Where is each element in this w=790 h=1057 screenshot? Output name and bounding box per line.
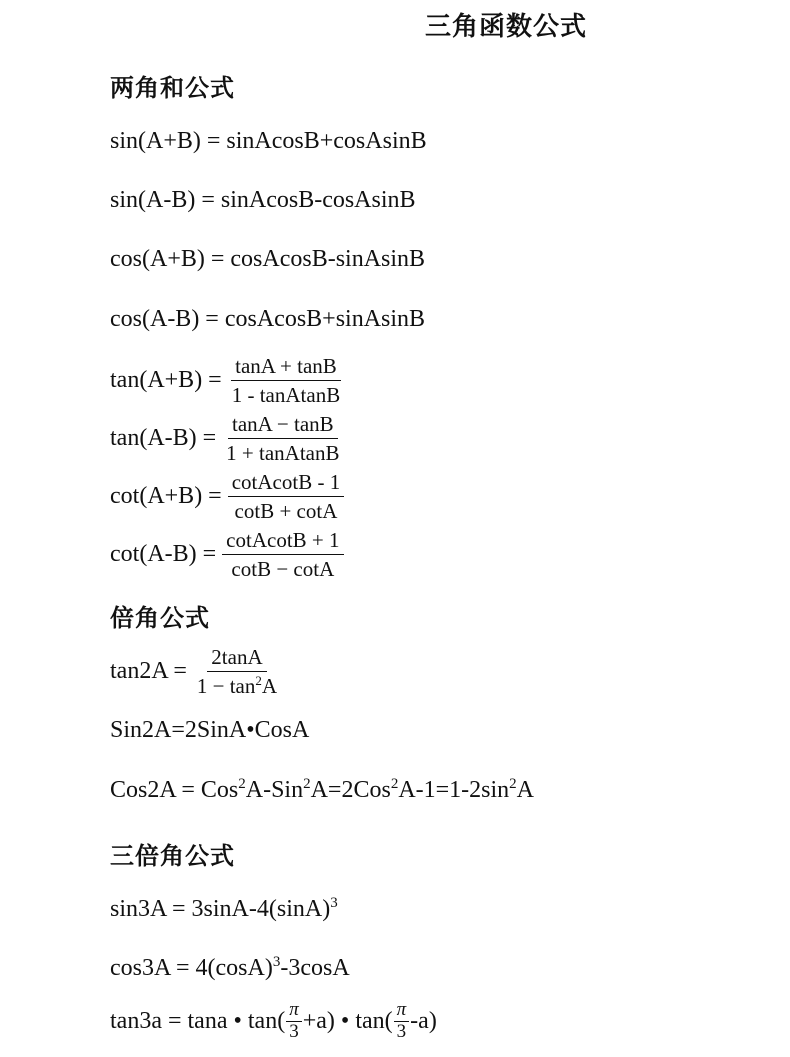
formula-cos-diff: cos(A-B) = cosAcosB+sinAsinB bbox=[110, 306, 426, 332]
numerator: tanA − tanB bbox=[228, 412, 338, 439]
formula-lhs: tan(A+B) = bbox=[110, 367, 222, 394]
numerator: π bbox=[394, 1000, 410, 1022]
fraction bbox=[193, 645, 281, 698]
numerator: cotAcotB - 1 bbox=[228, 470, 344, 497]
exponent: 2 bbox=[390, 776, 399, 792]
formula-sin-sum: sin(A+B) = sinAcosB+cosAsinB bbox=[110, 128, 427, 154]
formula-post: -3cosA bbox=[280, 955, 350, 981]
part: A bbox=[516, 777, 535, 803]
formula-mid: +a) • tan( bbox=[302, 1007, 393, 1034]
formula-sin-diff: sin(A-B) = sinAcosB-cosAsinB bbox=[110, 187, 416, 213]
formula-lhs: cot(A+B) = bbox=[110, 483, 222, 510]
exponent: 2 bbox=[238, 776, 246, 792]
pi-over-3-fraction bbox=[286, 1000, 302, 1043]
numerator: tanA + tanB bbox=[231, 354, 341, 381]
section-heading-double: 倍角公式 bbox=[110, 604, 210, 632]
formula-post: -a) bbox=[410, 1007, 437, 1034]
formula-cos2a bbox=[110, 776, 534, 804]
formula-text: sin3A = 3sinA-4(sinA) bbox=[110, 896, 331, 922]
section-heading-sum: 两角和公式 bbox=[110, 74, 235, 102]
formula-sin2a: Sin2A=2SinA•CosA bbox=[110, 717, 310, 743]
formula-lhs: cot(A-B) = bbox=[110, 541, 217, 568]
formula-lhs: tan2A = bbox=[110, 658, 187, 685]
denominator: 3 bbox=[289, 1020, 299, 1042]
exponent: 2 bbox=[303, 776, 311, 792]
exponent: 2 bbox=[509, 776, 517, 792]
denominator: 1 + tanAtanB bbox=[226, 441, 340, 466]
formula-cos-sum: cos(A+B) = cosAcosB-sinAsinB bbox=[110, 246, 426, 272]
formula-lhs: tan(A-B) = bbox=[110, 425, 217, 452]
exponent: 3 bbox=[330, 895, 338, 911]
denominator-pre: 1 − tan bbox=[196, 674, 256, 699]
part: A=2Cos bbox=[310, 777, 391, 803]
section-heading-triple: 三倍角公式 bbox=[110, 842, 235, 870]
denominator: cotB − cotA bbox=[231, 557, 335, 582]
fraction bbox=[222, 528, 343, 581]
formula-tan-diff bbox=[110, 412, 344, 465]
exponent: 2 bbox=[255, 673, 262, 689]
formula-tan3a bbox=[110, 1000, 437, 1043]
numerator: cotAcotB + 1 bbox=[222, 528, 343, 555]
part: A-Sin bbox=[245, 777, 304, 803]
formula-tan-sum bbox=[110, 354, 344, 407]
denominator: 3 bbox=[396, 1020, 407, 1042]
fraction bbox=[228, 470, 344, 523]
numerator: π bbox=[286, 1000, 302, 1022]
part: A-1=1-2sin bbox=[398, 777, 510, 803]
formula-tan2a bbox=[110, 645, 281, 698]
denominator bbox=[193, 672, 281, 698]
formula-cot-diff bbox=[110, 528, 344, 581]
exponent: 3 bbox=[272, 954, 281, 970]
formula-cos3a bbox=[110, 954, 350, 982]
formula-pre: cos3A = 4(cosA) bbox=[110, 955, 273, 981]
pi-over-3-fraction bbox=[394, 1000, 410, 1043]
part: Cos2A = Cos bbox=[110, 777, 239, 803]
fraction bbox=[222, 412, 343, 465]
denominator: cotB + cotA bbox=[234, 499, 338, 524]
formula-pre: tan3a = tana • tan( bbox=[110, 1007, 286, 1034]
fraction bbox=[228, 354, 344, 407]
formula-sin3a bbox=[110, 895, 338, 923]
numerator: 2tanA bbox=[207, 645, 266, 672]
denominator: 1 - tanAtanB bbox=[231, 383, 341, 408]
formula-cot-sum bbox=[110, 470, 344, 523]
denominator-post: A bbox=[261, 674, 278, 699]
page-title: 三角函数公式 bbox=[425, 12, 588, 42]
